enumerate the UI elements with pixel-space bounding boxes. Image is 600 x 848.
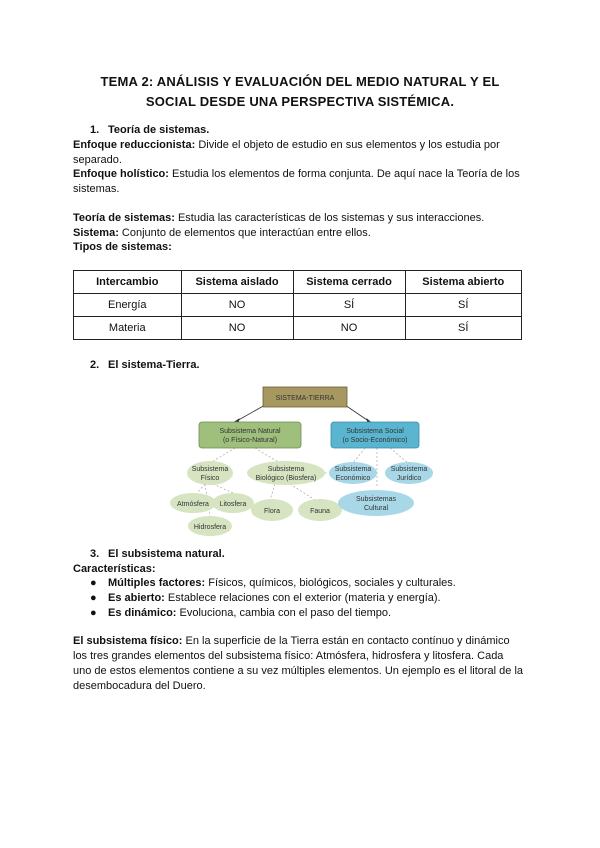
table-header: Sistema aislado — [181, 271, 293, 294]
list-item — [90, 576, 456, 591]
table-cell: Energía — [74, 294, 182, 317]
section-2-heading — [90, 359, 200, 371]
physical-subsystem-label: Subsistema — [191, 466, 229, 473]
dashed-link — [210, 448, 235, 463]
section-number: 1. — [90, 124, 100, 136]
earth-system-diagram — [165, 383, 445, 541]
dashed-link — [290, 484, 315, 500]
atmosphere-label: Atmósfera — [177, 501, 209, 508]
list-item — [90, 606, 456, 621]
definition-text: Estudia las características de los sistemas y sus interacciones. — [177, 212, 485, 224]
table-cell: SÍ — [405, 294, 521, 317]
economic-subsystem-sublabel: Económico — [335, 475, 371, 482]
section-number: 3. — [90, 548, 100, 560]
dashed-link — [353, 448, 365, 463]
hydrosphere-label: Hidrosfera — [193, 524, 227, 531]
section-title: Teoría de sistemas. — [108, 124, 210, 136]
lithosphere-label: Litosfera — [219, 501, 247, 508]
page-title — [60, 72, 540, 112]
economic-subsystem-label: Subsistema — [334, 466, 372, 473]
table-row — [74, 317, 522, 340]
table-cell: SÍ — [293, 294, 405, 317]
social-subsystem-box — [331, 422, 419, 448]
table-header: Sistema abierto — [405, 271, 521, 294]
social-subsystem-label: Subsistema Social — [346, 428, 404, 435]
definition-text: Estudia los elementos de forma conjunta. De aquí nace la Teoría de los — [172, 168, 520, 180]
paragraph-sistema — [73, 226, 533, 241]
term: Teoría de sistemas: — [73, 212, 175, 224]
paragraph-text: uno de estos elementos contiene a su vez múltiples elementos. Un ejemplo es el litoral de la — [73, 665, 524, 677]
paragraph-subsistema-fisico — [73, 634, 543, 694]
natural-subsystem-box — [199, 422, 301, 448]
table-cell: NO — [181, 294, 293, 317]
title-line-2: SOCIAL DESDE UNA PERSPECTIVA SISTÉMICA. — [145, 94, 455, 109]
bullet-icon: ● — [90, 592, 97, 604]
table-cell: NO — [293, 317, 405, 340]
term: Enfoque holístico: — [73, 168, 169, 180]
list-item-term: Es abierto: — [108, 592, 165, 604]
root-node-label: SISTEMA-TIERRA — [275, 395, 335, 402]
paragraph-reduccionista — [73, 138, 533, 168]
dashed-link — [197, 484, 205, 493]
fauna-label: Fauna — [310, 508, 330, 515]
paragraph-text: En la superficie de la Tierra están en contacto contínuo y dinámico — [185, 635, 510, 647]
diagram-connectors — [233, 405, 373, 424]
paragraph-holistico — [73, 167, 533, 197]
dashed-link — [390, 448, 408, 463]
legal-subsystem-label: Subsistema — [390, 466, 428, 473]
cultural-subsystem-sublabel: Cultural — [363, 505, 389, 512]
tipos-heading: Tipos de sistemas: — [73, 241, 172, 253]
section-number: 2. — [90, 359, 100, 371]
list-item — [90, 591, 456, 606]
table-cell: Materia — [74, 317, 182, 340]
table-cell: NO — [181, 317, 293, 340]
definition-text: Conjunto de elementos que interactúan entre ellos. — [121, 227, 371, 239]
cultural-subsystem-label: Subsistemas — [355, 496, 397, 503]
paragraph-text: desembocadura del Duero. — [73, 680, 206, 692]
connector-line — [345, 405, 370, 422]
flora-label: Flora — [264, 508, 280, 515]
list-item-text: Evoluciona, cambia con el paso del tiempo. — [179, 607, 392, 619]
biological-subsystem-sublabel: Biológico (Biosfera) — [255, 475, 317, 482]
table-header: Intercambio — [74, 271, 182, 294]
characteristics-list — [90, 576, 456, 621]
table-cell: SÍ — [405, 317, 521, 340]
table-header-row — [74, 271, 522, 294]
list-item-text: Establece relaciones con el exterior (materia y energía). — [167, 592, 441, 604]
natural-subsystem-label: Subsistema Natural — [219, 428, 281, 435]
list-item-text: Físicos, químicos, biológicos, sociales y culturales. — [208, 577, 456, 589]
cultural-subsystem-ellipse — [338, 490, 414, 516]
connector-line — [235, 405, 265, 422]
section-1-heading — [90, 124, 209, 136]
definition-text: separado. — [73, 154, 122, 166]
dashed-link — [270, 484, 275, 500]
term: Sistema: — [73, 227, 119, 239]
caracteristicas-heading: Características: — [73, 563, 156, 575]
definition-text: Divide el objeto de estudio en sus elementos y los estudia por — [198, 139, 500, 151]
list-item-term: Múltiples factores: — [108, 577, 206, 589]
dashed-link — [255, 448, 280, 463]
paragraph-teoria — [73, 211, 533, 226]
bullet-icon: ● — [90, 577, 97, 589]
table-row — [74, 294, 522, 317]
system-types-table — [73, 270, 522, 340]
physical-subsystem-sublabel: Físico — [200, 475, 220, 482]
paragraph-text: los tres grandes elementos del subsistema físico: Atmósfera, hidrosfera y litosfera. Cada — [73, 650, 504, 662]
list-item-term: Es dinámico: — [108, 607, 177, 619]
title-line-1: TEMA 2: ANÁLISIS Y EVALUACIÓN DEL MEDIO NATURAL Y EL — [100, 74, 500, 89]
table-header: Sistema cerrado — [293, 271, 405, 294]
legal-subsystem-sublabel: Jurídico — [396, 475, 422, 482]
definition-text: sistemas. — [73, 183, 120, 195]
natural-subsystem-sublabel: (o Físico-Natural) — [222, 437, 278, 444]
dashed-link — [213, 484, 233, 493]
term: Enfoque reduccionista: — [73, 139, 196, 151]
section-title: El subsistema natural. — [108, 548, 225, 560]
section-title: El sistema-Tierra. — [108, 359, 200, 371]
term: El subsistema físico: — [73, 635, 183, 647]
bullet-icon: ● — [90, 607, 97, 619]
section-3-heading — [90, 548, 225, 560]
social-subsystem-sublabel: (o Socio-Económico) — [342, 437, 408, 444]
biological-subsystem-label: Subsistema — [267, 466, 305, 473]
